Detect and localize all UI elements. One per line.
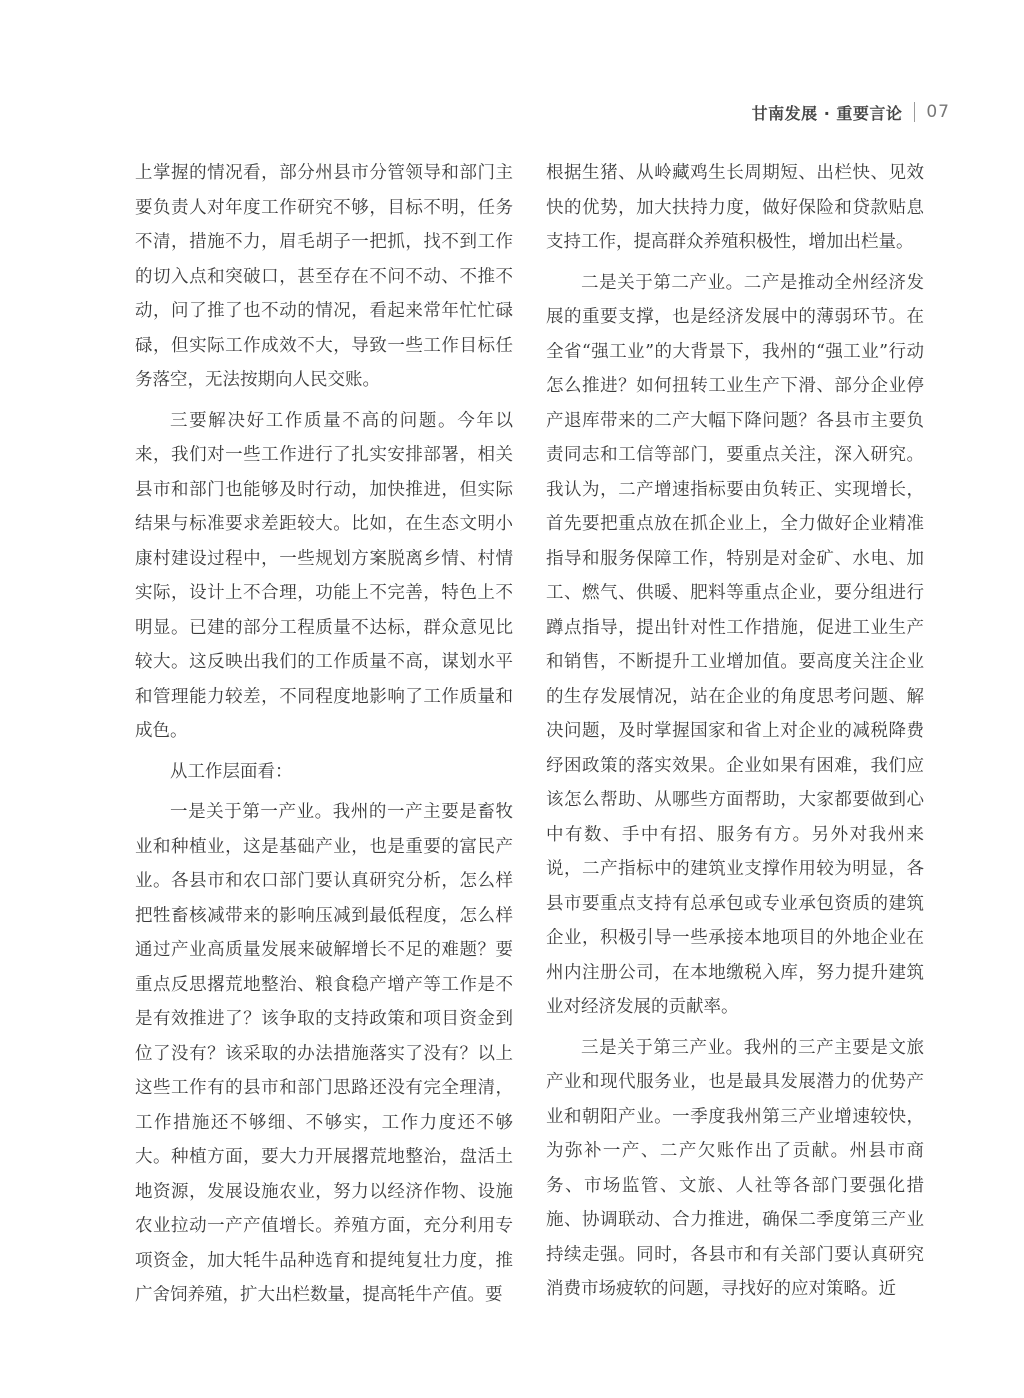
page-number: 07 — [926, 102, 950, 122]
paragraph: 二是关于第二产业。二产是推动全州经济发展的重要支撑，也是经济发展中的薄弱环节。在全省“强工业”的大背景下，我州的“强工业”行动怎么推进？如何扭转工业生产下滑、部分企业停产退库带来的二产大幅下降问题？各县市主要负责同志和工信等部门，要重点关注，深入研究。我认为，二产增速指标要由负转正、实现增长，首先要把重点放在抓企业上，全力做好企业精准指导和服务保障工作，特别是对金矿、水电、加工、燃气、供暖、肥料等重点企业，要分组进行蹲点指导，提出针对性工作措施，促进工业生产和销售，不断提升工业增加值。要高度关注企业的生存发展情况，站在企业的角度思考问题、解决问题，及时掌握国家和省上对企业的减税降费纾困政策的落实效果。企业如果有困难，我们应该怎么帮助、从哪些方面帮助，大家都要做到心中有数、手中有招、服务有方。另外对我州来说，二产指标中的建筑业支撑作用较为明显，各县市要重点支持有总承包或专业承包资质的建筑企业，积极引导一些承接本地项目的外地企业在州内注册公司，在本地缴税入库，努力提升建筑业对经济发展的贡献率。 — [546, 272, 924, 1017]
paragraph: 一是关于第一产业。我州的一产主要是畜牧业和种植业，这是基础产业，也是重要的富民产业。各县市和农口部门要认真研究分析，怎么样把牲畜核减带来的影响压减到最低程度，怎么样通过产业高质量发展来破解增长不足的难题？要重点反思撂荒地整治、粮食稳产增产等工作是不是有效推进了？该争取的支持政策和项目资金到位了没有？该采取的办法措施落实了没有？以上这些工作有的县市和部门思路还没有完全理清，工作措施还不够细、不够实，工作力度还不够大。种植方面，要大力开展撂荒地整治，盘活土地资源，发展设施农业，努力以经济作物、设施农业拉动一产产值增长。养殖方面，充分利用专项资金，加大牦牛品种选育和提纯复壮力度，推广舍饲养殖，扩大出栏数量，提高牦牛产值。要 — [135, 802, 513, 1305]
paragraph: 根据生猪、从岭藏鸡生长周期短、出栏快、见效快的优势，加大扶持力度，做好保险和贷款贴息支持工作，提高群众养殖积极性，增加出栏量。 — [546, 163, 924, 252]
left-text-column — [135, 156, 513, 1313]
running-header — [752, 99, 950, 125]
header-divider — [914, 102, 915, 122]
paragraph: 三要解决好工作质量不高的问题。今年以来，我们对一些工作进行了扎实安排部署，相关县市和部门也能够及时行动，加快推进，但实际结果与标准要求差距较大。比如，在生态文明小康村建设过程中，一些规划方案脱离乡情、村情实际，设计上不合理，功能上不完善，特色上不明显。已建的部分工程质量不达标，群众意见比较大。这反映出我们的工作质量不高，谋划水平和管理能力较差，不同程度地影响了工作质量和成色。 — [135, 410, 513, 741]
paragraph: 三是关于第三产业。我州的三产主要是文旅产业和现代服务业，也是最具发展潜力的优势产业和朝阳产业。一季度我州第三产业增速较快，为弥补一产、二产欠账作出了贡献。州县市商务、市场监管、文旅、人社等各部门要强化措施、协调联动、合力推进，确保二季度第三产业持续走强。同时，各县市和有关部门要认真研究消费市场疲软的问题，寻找好的应对策略。近 — [546, 1037, 924, 1299]
paragraph: 上掌握的情况看，部分州县市分管领导和部门主要负责人对年度工作研究不够，目标不明，任务不清，措施不力，眉毛胡子一把抓，找不到工作的切入点和突破口，甚至存在不问不动、不推不动，问了推了也不动的情况，看起来常年忙忙碌碌，但实际工作成效不大，导致一些工作目标任务落空，无法按期向人民交账。 — [135, 163, 513, 390]
paragraph-subheading: 从工作层面看： — [170, 761, 293, 782]
section-title: 甘南发展 · 重要言论 — [751, 103, 903, 123]
right-text-column — [546, 156, 924, 1307]
